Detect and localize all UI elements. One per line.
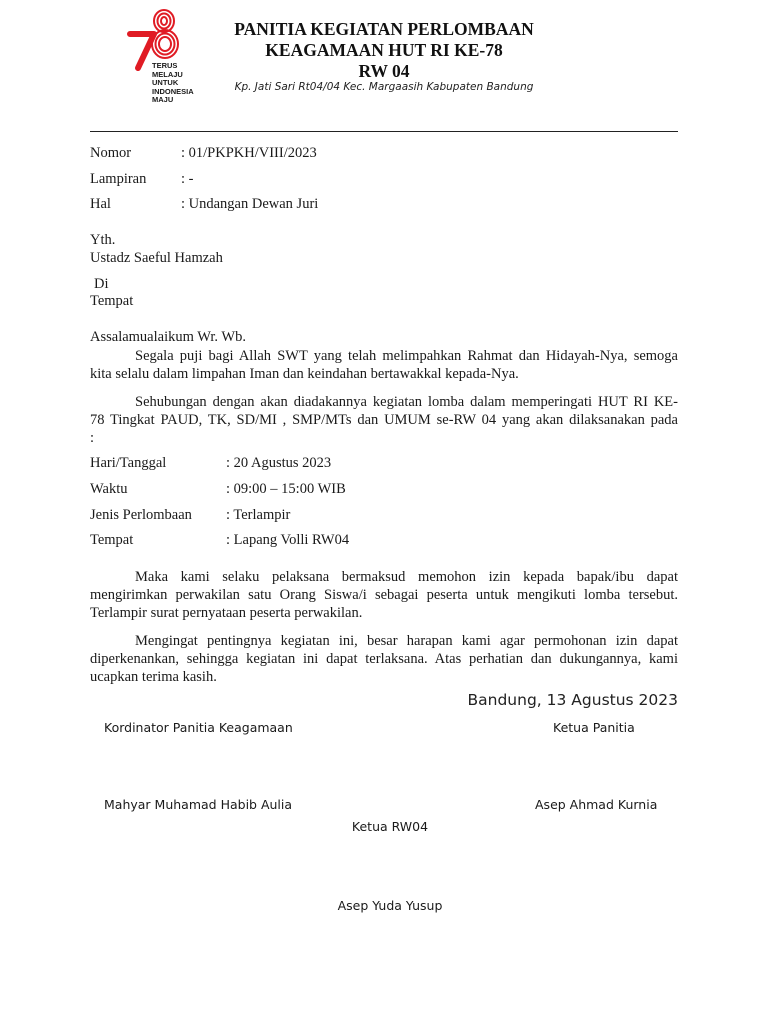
hal-value: : Undangan Dewan Juri (181, 196, 319, 212)
nomor-label: Nomor (90, 145, 132, 161)
logo-tagline-line: INDONESIA (152, 86, 194, 96)
paragraph-line: Maka kami selaku pelaksana bermaksud memohon izin kepada bapak/ibu dapat (135, 569, 678, 585)
event-label: Waktu (90, 481, 128, 497)
letterhead-address: Kp. Jati Sari Rt04/04 Kec. Margaasih Kabupaten Bandung (234, 81, 534, 93)
recipient-name: Ustadz Saeful Hamzah (90, 250, 223, 266)
signatory-left-title: Kordinator Panitia Keagamaan (104, 720, 293, 735)
letter-date: Bandung, 13 Agustus 2023 (467, 691, 678, 709)
lampiran-label: Lampiran (90, 171, 147, 187)
paragraph-line: Terlampir surat pernyataan peserta perwakilan. (90, 605, 363, 621)
nomor-value: : 01/PKPKH/VIII/2023 (181, 145, 317, 161)
event-label: Jenis Perlombaan (90, 507, 192, 523)
letterhead-line-3: RW 04 (358, 61, 410, 81)
paragraph-1 (90, 347, 678, 383)
paragraph-line: 78 Tingkat PAUD, TK, SD/MI , SMP/MTs dan UMUM se-RW 04 yang akan dilaksanakan pada (90, 412, 678, 428)
paragraph-line: Segala puji bagi Allah SWT yang telah melimpahkan Rahmat dan Hidayah-Nya, semoga (135, 348, 678, 364)
letterhead-line-1: PANITIA KEGIATAN PERLOMBAAN (234, 19, 534, 39)
paragraph-line: Sehubungan dengan akan diadakannya kegiatan lomba dalam memperingati HUT RI KE- (135, 394, 678, 410)
paragraph-line: ucapkan terima kasih. (90, 669, 217, 685)
event-label: Tempat (90, 532, 134, 548)
event-value: : Lapang Volli RW04 (226, 532, 350, 548)
paragraph-3 (90, 568, 678, 622)
recipient-place: Tempat (90, 293, 134, 309)
recipient-salutation: Yth. (90, 232, 116, 248)
paragraph-line: mengirimkan perwakilan satu Orang Siswa/i sebagai peserta untuk mengikuti lomba tersebut. (90, 587, 678, 603)
event-value: : 20 Agustus 2023 (226, 455, 332, 471)
event-value: : Terlampir (226, 507, 291, 523)
paragraph-line: : (90, 430, 95, 446)
event-value: : 09:00 – 15:00 WIB (226, 481, 346, 497)
signatory-center-name: Asep Yuda Yusup (337, 898, 443, 913)
letterhead-line-2: KEAGAMAAN HUT RI KE-78 (265, 40, 503, 60)
logo-tagline (152, 62, 194, 105)
paragraph-line: diperkenankan, sehingga kegiatan ini dapat terlaksana. Atas perhatian dan dukungannya, kami (90, 651, 678, 667)
signatory-left-name: Mahyar Muhamad Habib Aulia (104, 797, 293, 812)
paragraph-4 (90, 632, 678, 686)
paragraph-line: Mengingat pentingnya kegiatan ini, besar harapan kami agar permohonan izin dapat (135, 633, 678, 649)
header-divider (90, 131, 678, 132)
event-label: Hari/Tanggal (90, 455, 167, 471)
hal-label: Hal (90, 196, 111, 212)
signatory-right-name: Asep Ahmad Kurnia (535, 797, 658, 812)
paragraph-2 (90, 393, 678, 447)
logo-tagline-line: MAJU (152, 95, 174, 105)
greeting: Assalamualaikum Wr. Wb. (90, 329, 246, 345)
hut-ri-78-logo (124, 4, 216, 112)
logo-tagline-line: UNTUK (152, 78, 179, 88)
signatory-right-title: Ketua Panitia (553, 720, 635, 735)
logo-tagline-line: MELAJU (152, 69, 183, 79)
signatory-center-title: Ketua RW04 (351, 819, 429, 834)
logo-tagline-line: TERUS (152, 61, 178, 70)
lampiran-value: : - (181, 171, 194, 187)
recipient-di: Di (94, 276, 109, 292)
paragraph-line: kita selalu dalam limpahan Iman dan keindahan bertawakkal kepada-Nya. (90, 366, 519, 382)
